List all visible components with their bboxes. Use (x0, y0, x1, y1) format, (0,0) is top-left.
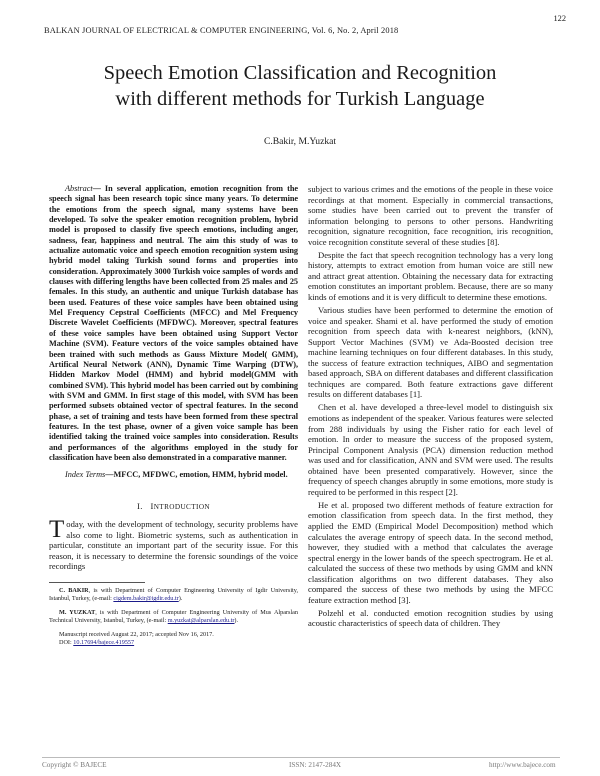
footnote-yuzkat (49, 609, 298, 625)
right-column (308, 184, 553, 631)
right-paragraph-6: Polzehl et al. conducted emotion recognition studies by using acoustic characteristics of speech data of children. They (308, 607, 553, 629)
index-terms-lead: Index Terms (65, 470, 106, 480)
index-terms-text: —MFCC, MFDWC, emotion, HMM, hybrid model. (105, 470, 288, 480)
right-paragraph-2: Despite the fact that speech recognition technology has a very long history, attempts to extract emotion from human voice are still new and attract great attention. Obtaining the necessary data for extracting emotion constitutes an important problem. Because, there are so many kinds of emotions and it is very difficult to determine these emotions. (308, 249, 553, 302)
intro-text: oday, with the development of technology, security problems have also come to light. Biometric systems, such as authentication in particular, constitute an important part of the security issue. For this reason, it is necessary to determine the forensic soundings of the voice recordings (49, 518, 298, 572)
footnote-bakir-end: ). (178, 594, 183, 602)
section-title-initial: I (150, 500, 154, 511)
authors: C.Bakir, M.Yuzkat (263, 136, 337, 147)
right-paragraph-4: Chen et al. have developed a three-level model to distinguish six emotions as independent of the speaker. Various features were selected from 288 individuals by using the Fisher ratio for each level of emotion. In order to measure the success of the proposed system, Principal Component Analysis (PCA) dimension reduction method was used and for classification, ANN and SVM were used. The results obtained have been presented comparatively. However, since the frequency of speech changes abruptly in some emotions, more study is required to be performed in this respect [2]. (308, 402, 553, 497)
footnote-rule (49, 582, 145, 583)
manuscript-dates: Manuscript received August 22, 2017; accepted Nov 16, 2017. (59, 630, 214, 638)
journal-header: BALKAN JOURNAL OF ELECTRICAL & COMPUTER ENGINEERING, Vol. 6, No. 2, April 2018 (44, 26, 399, 35)
footnote-yuzkat-end: ). (234, 616, 239, 624)
section-title-rest: NTRODUCTION (153, 502, 211, 511)
doi-link[interactable]: 10.17694/bajece.419557 (73, 638, 135, 646)
abstract-text: — In several application, emotion recognition from the speech signal has been research topic since many years. To determine the emotions from the speech signal, many systems have been developed. To solve the speaker emotion recognition problem, hybrid model is proposed to classify five speech emotions, including anger, sadness, fear, happiness and neutral. The aim this study of was to actualize automatic voice and speech emotion recognition system using hybrid model taking Turkish sound forms and properties into consideration. Approximately 3000 Turkish voice samples of words and clauses with differing lengths have been collected from 25 males and 25 females. In this study, an authentic and unique Turkish database has been used. Features of these voice samples have been obtained using Mel Frequency Cepstral Coefficients (MFCC) and Mel Frequency Discrete Wavelet Coefficients (MFDWC). Moreover, spectral features of these voice samples have been obtained using Support Vector Machine (SVM). Feature vectors of the voice samples obtained have been trained with such methods as Gauss Mixture Model( GMM), Artifical Neural Network (ANN), Dynamic Time Warping (DTW), Hidden Markov Model (HMM) and hybrid model(GMM with combined SVM). This hybrid model has been carried out by combining with SVM and GMM. In first stage of this model, with SVM has been performed subsets obtained vector of spectral features. In the second phase, a set of training and tests have been formed from these spectral features. In the test phase, owner of a given voice sample has been identified taking the trained voice samples into consideration. Results and performances of the algorithms employed in the study for classification have been also demonstrated in a comparative manner. (49, 184, 298, 462)
abstract (49, 184, 298, 463)
right-paragraph-3: Various studies have been performed to determine the emotion of voice and speaker. Shami et al. have performed the study of emotion recognition from speech data with k-nearest neighbors, (kNN), Support Vector Machines (SVM) ve Ada-Boosted decision tree machine learning techniques on four different databases. In this study, the success of feature extraction techniques, AIBO and segmentation based approach, SBA on different databases and different classification techniques are compared. Both feature extractions gave different results on different databases [1]. (308, 305, 553, 400)
footnote-bakir (49, 587, 298, 603)
section-numeral: I. (136, 500, 143, 511)
footer-url-link[interactable]: http://www.bajece.com (489, 761, 556, 769)
page-number: 122 (553, 14, 566, 23)
paper-title (40, 60, 560, 112)
footnote-bakir-text: , is with Department of Computer Engineering University of Igdir University, Istanbul, Turkey, (e-mail: (49, 586, 298, 602)
doi-line (49, 639, 298, 647)
section-heading (49, 501, 298, 512)
right-paragraph-1: subject to various crimes and the emotions of the people in these voice recordings at that moment. Especially in commercial transactions, some studies have been carried out to prevent the transfer of information belonging to persons to other persons. Handwriting recognition, signature recognition, face recognition, iris recognition, voice recognition constitute several of these studies [8]. (308, 184, 553, 247)
left-column (49, 184, 298, 647)
abstract-lead: Abstract (65, 184, 93, 193)
intro-paragraph (49, 515, 298, 572)
footnote-yuzkat-name: M. YUZKAT (59, 608, 96, 616)
right-paragraph-5: He et al. proposed two different methods of feature extraction for emotion classification from speech data. In the first method, they applied the EMD (Empirical Model Decomposition) method which calculates the average entropy of speech data. In the second method, however, they studied with a method that calculates the average spectral energy in the lower bands of the speech spectrogram. He et al. calculated the success of these two methods by using GMM and kNN classification algorithms on two different databases. They also compared the success of these two methods by using the MFCC feature extraction method [3]. (308, 499, 553, 605)
index-terms (49, 470, 298, 480)
footer-issn: ISSN: 2147-284X (289, 761, 342, 769)
footnote-bakir-name: C. BAKIR (59, 586, 89, 594)
title-line-1: Speech Emotion Classification and Recognition (103, 62, 497, 84)
doi-label: DOI: (59, 638, 74, 646)
drop-cap: T (49, 515, 65, 543)
footnote-bakir-email-link[interactable]: cigdem.bakir@igdir.edu.tr (113, 594, 179, 602)
footer-rule (42, 757, 560, 758)
footer-copyright: Copyright © BAJECE (42, 761, 107, 769)
title-line-2: with different methods for Turkish Language (115, 88, 485, 110)
footnote-yuzkat-text: , is with Department of Computer Engineering University of Mus Alparslan Technical University, Istanbul, Turkey, (e-mail: (49, 608, 299, 624)
footnote-yuzkat-email-link[interactable]: m.yuzkat@alparslan.edu.tr (167, 616, 235, 624)
